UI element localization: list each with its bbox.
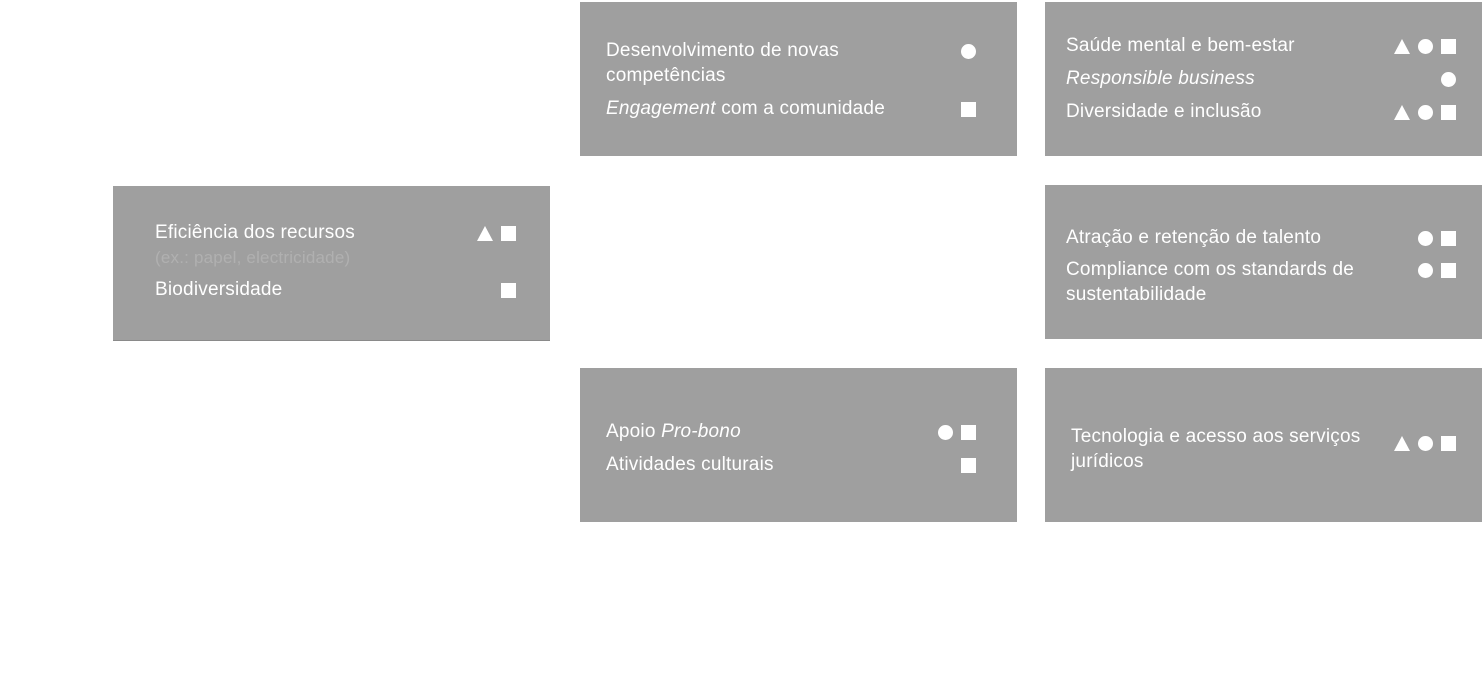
square-icon (1441, 105, 1456, 120)
item-label-italic: Responsible business (1066, 68, 1255, 89)
item-responsible-business (1045, 66, 1482, 91)
item-icons (938, 419, 976, 440)
item-icons (1394, 33, 1456, 54)
item-icons (1394, 424, 1456, 451)
item-atividades-culturais (580, 452, 1017, 477)
square-icon (1441, 436, 1456, 451)
item-sublabel: (ex.: papel, electricidade) (155, 248, 351, 267)
item-icons (477, 220, 516, 241)
item-diversidade (1045, 99, 1482, 124)
triangle-icon (477, 226, 493, 241)
item-label: Diversidade e inclusão (1066, 101, 1262, 122)
item-saude-mental (1045, 33, 1482, 58)
box-pessoas (1045, 2, 1482, 156)
circle-icon (1418, 436, 1433, 451)
item-label: Atividades culturais (606, 454, 774, 475)
item-label-rest: Apoio (606, 421, 662, 442)
square-icon (961, 102, 976, 117)
triangle-icon (1394, 105, 1410, 120)
triangle-icon (1394, 436, 1410, 451)
item-label: Atração e retenção de talento (1066, 227, 1322, 248)
circle-icon (1418, 39, 1433, 54)
item-label-italic: Pro-bono (661, 421, 741, 442)
square-icon (961, 458, 976, 473)
circle-icon (1441, 72, 1456, 87)
box-probono (580, 368, 1017, 522)
item-icons (961, 452, 976, 473)
item-icons (961, 96, 976, 117)
box-talento (1045, 185, 1482, 339)
square-icon (1441, 39, 1456, 54)
circle-icon (1418, 263, 1433, 278)
box-tecnologia (1045, 368, 1482, 522)
item-label: Desenvolvimento de novas competências (606, 40, 839, 86)
item-icons (501, 277, 516, 298)
item-label: Tecnologia e acesso aos serviços jurídicos (1071, 426, 1361, 472)
item-label: Saúde mental e bem-estar (1066, 35, 1295, 56)
item-compliance (1045, 257, 1482, 307)
item-icons (1394, 99, 1456, 120)
square-icon (1441, 263, 1456, 278)
item-label (606, 96, 885, 121)
circle-icon (938, 425, 953, 440)
item-icons (1441, 66, 1456, 87)
item-engagement (580, 96, 1017, 121)
circle-icon (1418, 231, 1433, 246)
item-apoio-probono (580, 419, 1017, 444)
square-icon (501, 226, 516, 241)
item-desenvolvimento (580, 38, 1017, 88)
circle-icon (1418, 105, 1433, 120)
item-biodiversidade (113, 277, 550, 302)
item-tecnologia (1045, 424, 1482, 474)
divider (113, 340, 550, 341)
box-comunidade (580, 2, 1017, 156)
item-label: Compliance com os standards de sustentabilidade (1066, 259, 1354, 305)
box-recursos (113, 186, 550, 340)
square-icon (501, 283, 516, 298)
item-atracao-talento (1045, 225, 1482, 250)
item-label (1066, 66, 1255, 91)
item-icons (1418, 225, 1456, 246)
circle-icon (961, 44, 976, 59)
item-icons (961, 38, 976, 59)
triangle-icon (1394, 39, 1410, 54)
item-label: Eficiência dos recursos (155, 222, 355, 243)
item-label: Biodiversidade (155, 279, 283, 300)
square-icon (1441, 231, 1456, 246)
item-label (606, 419, 741, 444)
item-label-rest: com a comunidade (715, 98, 885, 119)
item-eficiencia-recursos (113, 220, 550, 270)
item-label-italic: Engagement (606, 98, 716, 119)
square-icon (961, 425, 976, 440)
item-icons (1418, 257, 1456, 278)
